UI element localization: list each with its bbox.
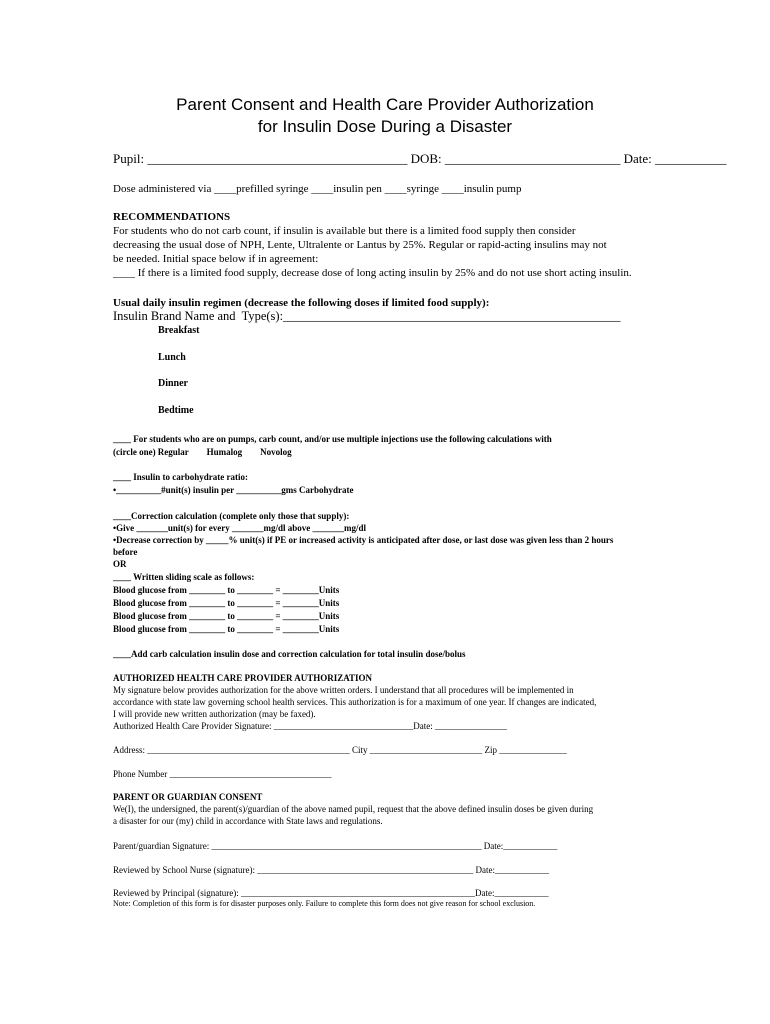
nurse-signature-line: Reviewed by School Nurse (signature): ________________________________________________ Date:____________ [113,865,549,875]
meal-lunch: Lunch [158,352,186,363]
disaster-note: Note: Completion of this form is for disaster purposes only. Failure to complete this form does not give reason for school exclusion. [113,899,536,908]
recommendations-heading: RECOMMENDATIONS [113,211,231,223]
sliding-scale-row: Blood glucose from ________ to ________ = ________Units [113,624,340,634]
provider-text-line: I will provide new written authorization (may be faxed). [113,709,316,719]
provider-text-line: My signature below provides authorization for the above written orders. I understand that all procedures will be implemented in [113,685,574,695]
pumps-line: ____ For students who are on pumps, carb count, and/or use multiple injections use the following calculations with [113,434,552,444]
correction-line: ____Correction calculation (complete only those that supply): [113,511,350,521]
meal-dinner: Dinner [158,378,188,389]
carb-ratio-line: ____ Insulin to carbohydrate ratio: [113,472,248,482]
dose-administered-line: Dose administered via ____prefilled syringe ____insulin pen ____syringe ____insulin pump [113,183,522,195]
carb-ratio-units-line: •__________#unit(s) insulin per __________gms Carbohydrate [113,485,354,495]
correction-line: •Decrease correction by _____% unit(s) if PE or increased activity is anticipated after dose, or last dose was given less than 2 hours [113,535,614,545]
provider-signature-line: Authorized Health Care Provider Signature: _______________________________Date: ________________ [113,721,507,731]
provider-heading: AUTHORIZED HEALTH CARE PROVIDER AUTHORIZATION [113,673,373,683]
insulin-brand-line: Insulin Brand Name and Type(s):______________________________________________________ [113,309,621,323]
parent-consent-text-line: a disaster for our (my) child in accordance with State laws and regulations. [113,816,383,826]
correction-line: OR [113,559,127,569]
parent-consent-text-line: We(I), the undersigned, the parent(s)/guardian of the above named pupil, request that the above defined insulin doses be given during [113,804,594,814]
sliding-scale-row: Blood glucose from ________ to ________ = ________Units [113,598,340,608]
insulin-type-choice-line: (circle one) Regular Humalog Novolog [113,447,292,457]
correction-line: before [113,547,138,557]
sliding-scale-row: Blood glucose from ________ to ________ = ________Units [113,611,340,621]
principal-signature-line: Reviewed by Principal (signature): ____________________________________________________Date:____________ [113,888,549,898]
address-line: Address: _____________________________________________ City _________________________ Zip _______________ [113,745,567,755]
form-title-line1: Parent Consent and Health Care Provider Authorization [176,95,594,114]
pupil-dob-date-line: Pupil: ________________________________________ DOB: ___________________________ Date: ___________ [113,151,727,166]
recommendations-agreement-line: ____ If there is a limited food supply, decrease dose of long acting insulin by 25% and do not use short acting insulin. [113,267,632,279]
form-title-line2: for Insulin Dose During a Disaster [257,117,513,136]
parent-consent-heading: PARENT OR GUARDIAN CONSENT [113,792,263,802]
phone-number-line: Phone Number ____________________________________ [113,769,332,779]
sliding-scale-row: Blood glucose from ________ to ________ = ________Units [113,585,340,595]
sliding-scale-line: ____ Written sliding scale as follows: [113,572,255,582]
regimen-heading: Usual daily insulin regimen (decrease the following doses if limited food supply): [113,297,490,309]
recommendations-line: decreasing the usual dose of NPH, Lente, Ultralente or Lantus by 25%. Regular or rapid-acting insulins may not [113,239,607,251]
recommendations-line: be needed. Initial space below if in agreement: [113,253,319,265]
meal-breakfast: Breakfast [158,325,200,336]
provider-text-line: accordance with state law governing school health services. This authorization is for a maximum of one year. If changes are indicated, [113,697,597,707]
carb-calculation-line: ____Add carb calculation insulin dose and correction calculation for total insulin dose/bolus [113,649,466,659]
recommendations-line: For students who do not carb count, if insulin is available but there is a limited food supply then consider [113,225,576,237]
correction-line: •Give _______unit(s) for every _______mg/dl above _______mg/dl [113,523,366,533]
meal-bedtime: Bedtime [158,405,194,416]
parent-signature-line: Parent/guardian Signature: ____________________________________________________________ Date:____________ [113,841,558,851]
